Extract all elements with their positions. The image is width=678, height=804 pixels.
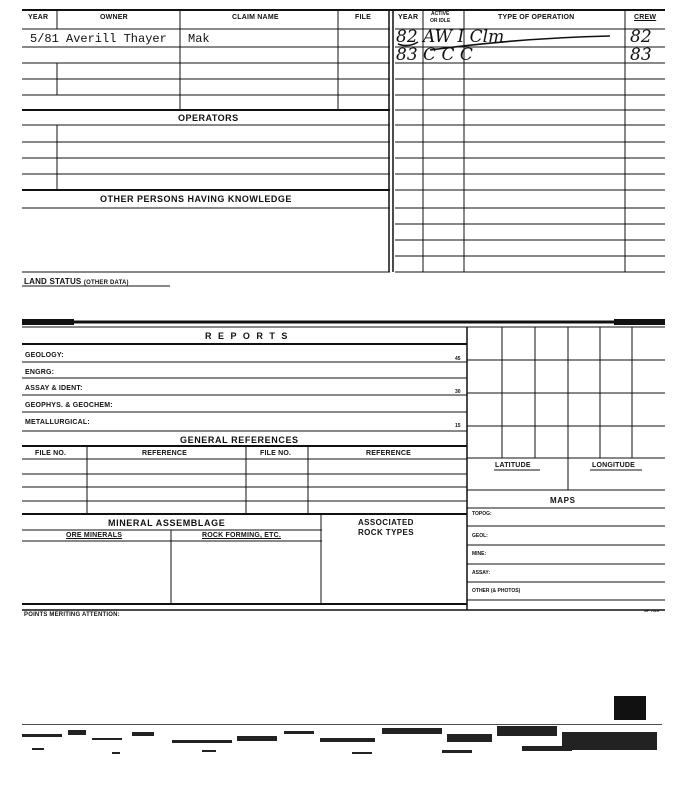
- col-owner-header: OWNER: [100, 14, 128, 21]
- report-engrg: ENGRG:: [25, 369, 55, 376]
- row1-claim-name: Mak: [188, 32, 210, 46]
- map-assay: ASSAY:: [472, 570, 491, 576]
- activity-row1-handwriting: 82 AW I Clm: [396, 27, 505, 47]
- land-status-sub: (OTHER DATA): [83, 280, 129, 286]
- ref-reference-1-header: REFERENCE: [142, 450, 187, 457]
- reports-heading: R E P O R T S: [205, 331, 290, 341]
- row1-owner: Averill Thayer: [66, 32, 167, 46]
- ref-reference-2-header: REFERENCE: [366, 450, 411, 457]
- ore-minerals-header: ORE MINERALS: [66, 532, 123, 539]
- latitude-label: LATITUDE: [495, 462, 531, 469]
- maps-heading: MAPS: [550, 496, 576, 505]
- ref-file-no-1-header: FILE NO.: [35, 450, 67, 457]
- associated-heading-1: ASSOCIATED: [358, 518, 414, 527]
- other-persons-heading: OTHER PERSONS HAVING KNOWLEDGE: [100, 194, 292, 204]
- row1-year: 5/81: [30, 32, 59, 46]
- col-file-header: FILE: [355, 14, 371, 21]
- activity-active-header-2: OR IDLE: [430, 18, 451, 24]
- rock-forming-header: ROCK FORMING, ETC.: [202, 532, 282, 539]
- col-year-header: YEAR: [28, 14, 49, 21]
- activity-row2-crew: 83: [630, 45, 652, 65]
- activity-row1-crew: 82: [630, 27, 652, 47]
- report-assay: ASSAY & IDENT:: [25, 385, 83, 392]
- report-geophys: GEOPHYS. & GEOCHEM:: [25, 402, 113, 409]
- longitude-label: LONGITUDE: [592, 462, 636, 469]
- activity-active-header-1: ACTIVE: [431, 11, 450, 17]
- form-number: SF 7019: [644, 608, 660, 613]
- report-metallurgical: METALLURGICAL:: [25, 419, 90, 426]
- general-references-heading: GENERAL REFERENCES: [180, 435, 299, 445]
- report-marker-45: 45: [455, 356, 461, 362]
- ref-file-no-2-header: FILE NO.: [260, 450, 292, 457]
- activity-crew-header: CREW: [634, 14, 657, 21]
- associated-heading-2: ROCK TYPES: [358, 528, 415, 537]
- registration-mark: [614, 696, 646, 720]
- map-mine: MINE:: [472, 551, 487, 557]
- activity-row2-handwriting: 83 C C C: [396, 45, 473, 65]
- activity-year-header: YEAR: [398, 14, 419, 21]
- land-status-text: LAND STATUS: [24, 277, 82, 286]
- report-marker-15: 15: [455, 423, 461, 429]
- activity-type-header: TYPE OF OPERATION: [498, 14, 575, 21]
- report-geology: GEOLOGY:: [25, 352, 64, 359]
- points-meriting-attention: POINTS MERITING ATTENTION:: [24, 612, 120, 618]
- col-claim-name-header: CLAIM NAME: [232, 14, 279, 21]
- mineral-assemblage-heading: MINERAL ASSEMBLAGE: [108, 518, 226, 528]
- scan-noise: [22, 722, 662, 770]
- land-status-label: [24, 277, 129, 286]
- report-marker-30: 30: [455, 389, 461, 395]
- map-other: OTHER (& PHOTOS): [472, 588, 521, 594]
- map-geol: GEOL:: [472, 533, 488, 539]
- map-topog: TOPOG:: [472, 511, 492, 517]
- operators-heading: OPERATORS: [178, 113, 239, 123]
